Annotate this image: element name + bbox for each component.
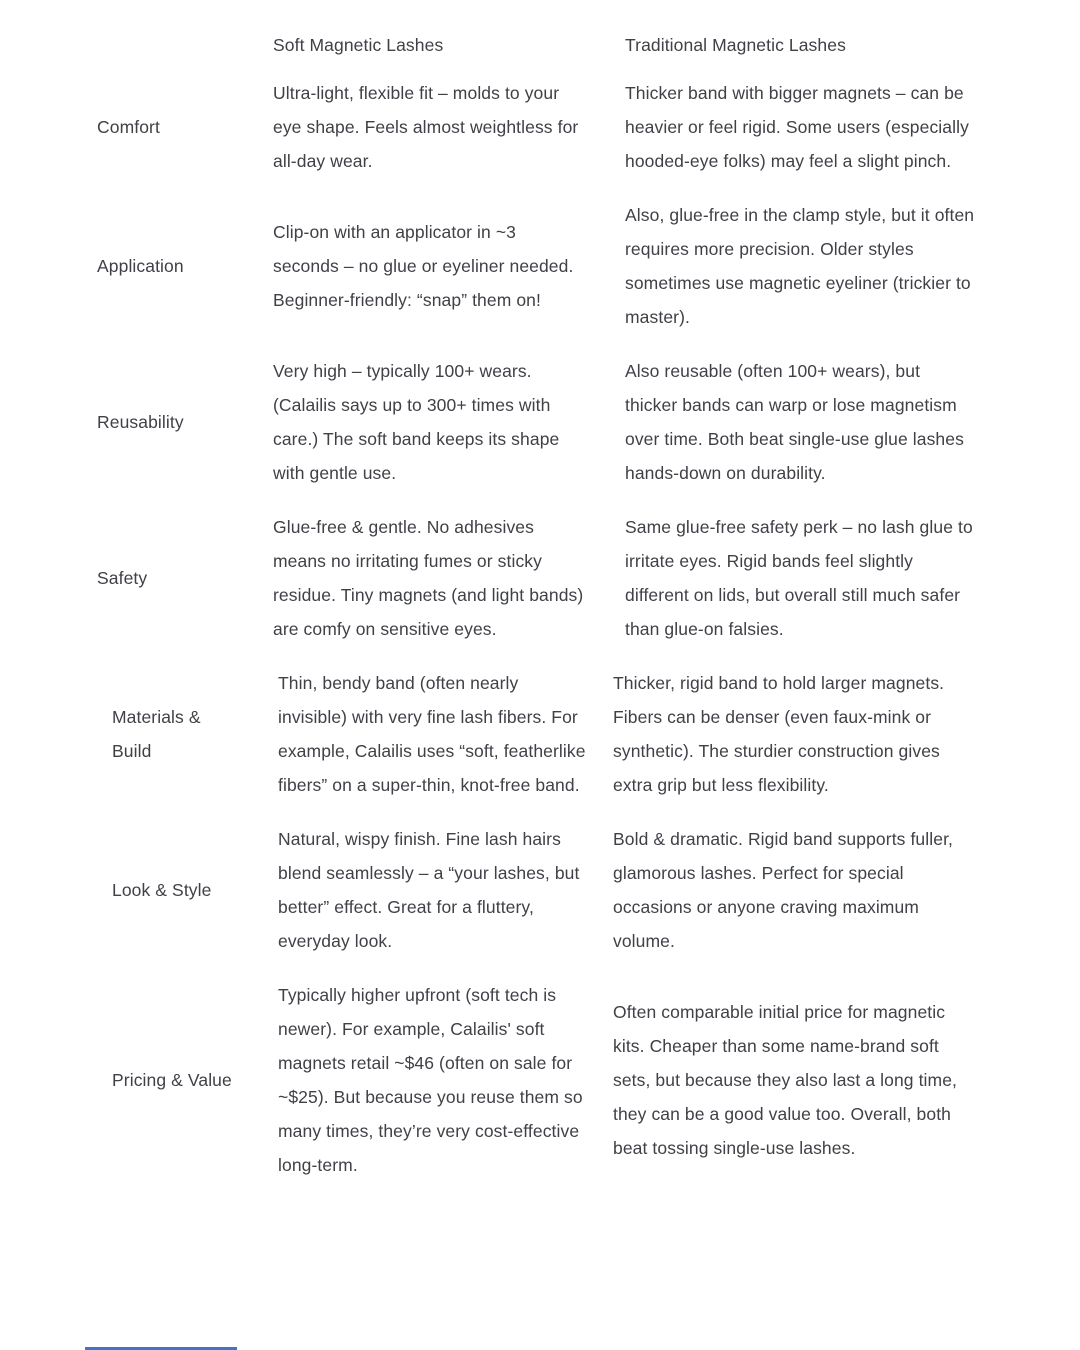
cell-soft-pricing-value: Typically higher upfront (soft tech is newer). For example, Calailis' soft magnets retail ~$46 (often on sale for ~$25). But because you reuse them so many times, they’re very cost-effective long-term. <box>278 985 583 1175</box>
row-label-text: Reusability <box>97 412 184 432</box>
row-label <box>97 1063 273 1097</box>
cell-traditional-pricing-value: Often comparable initial price for magnetic kits. Cheaper than some name-brand soft sets, but because they also last a long time, they can be a good value too. Overall, both beat tossing single-use lashes. <box>613 1002 957 1158</box>
row-label-text: Application <box>97 256 184 276</box>
row-label-text: Materials & Build <box>112 707 201 761</box>
table-row-reusability <box>97 354 1080 490</box>
cell-soft-safety: Glue-free & gentle. No adhesives means no irritating fumes or sticky residue. Tiny magnets (and light bands) are comfy on sensitive eyes. <box>273 517 584 639</box>
table-row-safety <box>97 510 1080 646</box>
row-label <box>97 873 273 907</box>
cell-soft-look-style: Natural, wispy finish. Fine lash hairs blend seamlessly – a “your lashes, but better” effect. Great for a fluttery, everyday look. <box>278 829 580 951</box>
row-label-text: Safety <box>97 568 148 588</box>
cell-soft-application: Clip-on with an applicator in ~3 seconds – no glue or eyeliner needed. Beginner-friendly: “snap” them on! <box>273 222 574 310</box>
cell-traditional-safety: Same glue-free safety perk – no lash glue to irritate eyes. Rigid bands feel slightly different on lids, but overall still much safer than glue-on falsies. <box>625 517 973 639</box>
cell-traditional-application: Also, glue-free in the clamp style, but it often requires more precision. Older styles sometimes use magnetic eyeliner (trickier to master). <box>625 205 975 327</box>
row-label <box>97 249 273 283</box>
table-row-look-style <box>97 822 1080 958</box>
row-label <box>97 700 273 768</box>
cell-soft-materials-build: Thin, bendy band (often nearly invisible) with very fine lash fibers. For example, Calailis uses “soft, featherlike fibers” on a super-thin, knot-free band. <box>278 673 586 795</box>
cell-soft-reusability: Very high – typically 100+ wears. (Calailis says up to 300+ times with care.) The soft band keeps its shape with gentle use. <box>273 361 560 483</box>
cell-traditional-comfort: Thicker band with bigger magnets – can be heavier or feel rigid. Some users (especially hooded-eye folks) may feel a slight pinch. <box>625 83 969 171</box>
column-header-soft-magnetic-lashes: Soft Magnetic Lashes <box>273 35 444 55</box>
table-row-comfort <box>97 76 1080 178</box>
cell-traditional-reusability: Also reusable (often 100+ wears), but thicker bands can warp or lose magnetism over time. Both beat single-use glue lashes hands-down on durability. <box>625 361 964 483</box>
cell-soft-comfort: Ultra-light, flexible fit – molds to your eye shape. Feels almost weightless for all-day wear. <box>273 83 579 171</box>
cell-traditional-look-style: Bold & dramatic. Rigid band supports fuller, glamorous lashes. Perfect for special occasions or anyone craving maximum volume. <box>613 829 953 951</box>
row-label <box>97 405 273 439</box>
cell-traditional-materials-build: Thicker, rigid band to hold larger magnets. Fibers can be denser (even faux-mink or synthetic). The sturdier construction gives extra grip but less flexibility. <box>613 673 945 795</box>
row-label <box>97 561 273 595</box>
table-row-pricing-value <box>97 978 1080 1182</box>
row-label-text: Look & Style <box>112 880 212 900</box>
table-row-application <box>97 198 1080 334</box>
row-label-text: Comfort <box>97 117 160 137</box>
table-row-materials-build <box>97 666 1080 802</box>
row-label <box>97 110 273 144</box>
row-label-text: Pricing & Value <box>112 1070 232 1090</box>
column-header-traditional-magnetic-lashes: Traditional Magnetic Lashes <box>625 35 846 55</box>
table-header-row <box>97 28 1080 62</box>
